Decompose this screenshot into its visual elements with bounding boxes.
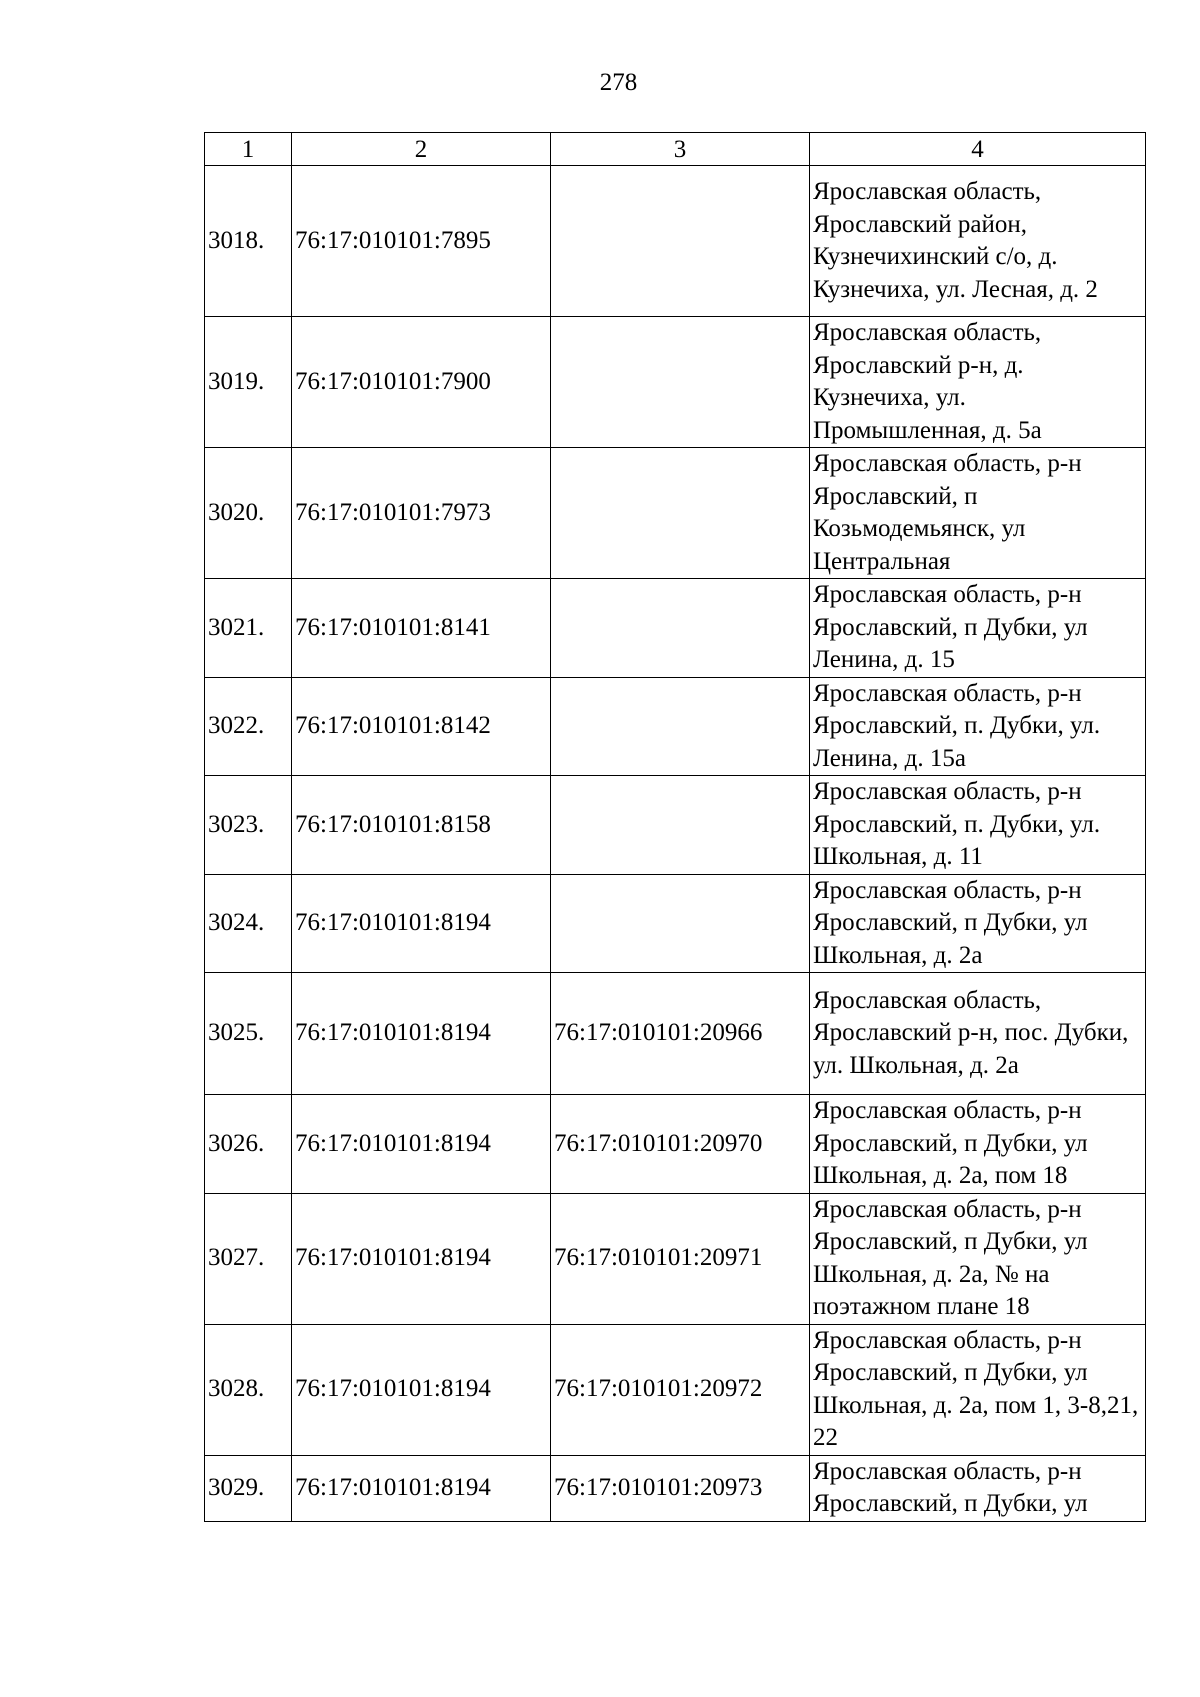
page-number: 278 [599, 69, 638, 96]
cadastral-number: 76:17:010101:8194 [292, 1193, 551, 1324]
address: Ярославская область, Ярославский р-н, д. Кузнечиха, ул. Промышленная, д. 5а [810, 317, 1146, 448]
address: Ярославская область, р-н Ярославский, п Дубки, ул Школьная, д. 2а [810, 874, 1146, 973]
table-row [205, 1455, 1146, 1521]
row-number: 3025. [205, 973, 292, 1095]
cadastral-number: 76:17:010101:8194 [292, 1455, 551, 1521]
cadastral-number: 76:17:010101:8194 [292, 1324, 551, 1455]
table-header-row [205, 133, 1146, 166]
sub-cadastral-number [551, 776, 810, 875]
column-header-number: 1 [205, 133, 292, 166]
table-row [205, 448, 1146, 579]
sub-cadastral-number: 76:17:010101:20970 [551, 1095, 810, 1194]
row-number: 3024. [205, 874, 292, 973]
address: Ярославская область, р-н Ярославский, п Дубки, ул [810, 1455, 1146, 1521]
cadastral-number: 76:17:010101:8142 [292, 677, 551, 776]
sub-cadastral-number: 76:17:010101:20971 [551, 1193, 810, 1324]
address: Ярославская область, р-н Ярославский, п. Дубки, ул. Школьная, д. 11 [810, 776, 1146, 875]
table-row [205, 677, 1146, 776]
address: Ярославская область, р-н Ярославский, п Козьмодемьянск, ул Центральная [810, 448, 1146, 579]
sub-cadastral-number [551, 874, 810, 973]
address: Ярославская область, Ярославский район, Кузнечихинский с/о, д. Кузнечиха, ул. Лесная, д. 2 [810, 166, 1146, 317]
cadastral-number: 76:17:010101:7895 [292, 166, 551, 317]
column-header-cadastral: 2 [292, 133, 551, 166]
table-row [205, 317, 1146, 448]
row-number: 3020. [205, 448, 292, 579]
cadastral-number: 76:17:010101:8141 [292, 579, 551, 678]
cadastral-number: 76:17:010101:8194 [292, 874, 551, 973]
address: Ярославская область, р-н Ярославский, п Дубки, ул Школьная, д. 2а, № на поэтажном плане 18 [810, 1193, 1146, 1324]
row-number: 3021. [205, 579, 292, 678]
row-number: 3018. [205, 166, 292, 317]
row-number: 3019. [205, 317, 292, 448]
cadastral-registry-table [204, 132, 1146, 1522]
table-row [205, 874, 1146, 973]
row-number: 3023. [205, 776, 292, 875]
column-header-sub-cadastral: 3 [551, 133, 810, 166]
cadastral-number: 76:17:010101:8194 [292, 973, 551, 1095]
table-row [205, 1324, 1146, 1455]
table-row [205, 973, 1146, 1095]
sub-cadastral-number [551, 677, 810, 776]
table-row [205, 1193, 1146, 1324]
sub-cadastral-number [551, 448, 810, 579]
address: Ярославская область, р-н Ярославский, п Дубки, ул Школьная, д. 2а, пом 1, 3-8,21, 22 [810, 1324, 1146, 1455]
sub-cadastral-number: 76:17:010101:20966 [551, 973, 810, 1095]
cadastral-number: 76:17:010101:8158 [292, 776, 551, 875]
address: Ярославская область, р-н Ярославский, п Дубки, ул Ленина, д. 15 [810, 579, 1146, 678]
cadastral-number: 76:17:010101:8194 [292, 1095, 551, 1194]
table-row [205, 776, 1146, 875]
sub-cadastral-number: 76:17:010101:20972 [551, 1324, 810, 1455]
table-row [205, 1095, 1146, 1194]
row-number: 3022. [205, 677, 292, 776]
table-row [205, 579, 1146, 678]
sub-cadastral-number [551, 579, 810, 678]
address: Ярославская область, Ярославский р-н, пос. Дубки, ул. Школьная, д. 2а [810, 973, 1146, 1095]
row-number: 3028. [205, 1324, 292, 1455]
cadastral-number: 76:17:010101:7973 [292, 448, 551, 579]
row-number: 3027. [205, 1193, 292, 1324]
sub-cadastral-number [551, 166, 810, 317]
row-number: 3026. [205, 1095, 292, 1194]
column-header-address: 4 [810, 133, 1146, 166]
sub-cadastral-number: 76:17:010101:20973 [551, 1455, 810, 1521]
table-row [205, 166, 1146, 317]
sub-cadastral-number [551, 317, 810, 448]
address: Ярославская область, р-н Ярославский, п Дубки, ул Школьная, д. 2а, пом 18 [810, 1095, 1146, 1194]
address: Ярославская область, р-н Ярославский, п. Дубки, ул. Ленина, д. 15а [810, 677, 1146, 776]
cadastral-number: 76:17:010101:7900 [292, 317, 551, 448]
row-number: 3029. [205, 1455, 292, 1521]
